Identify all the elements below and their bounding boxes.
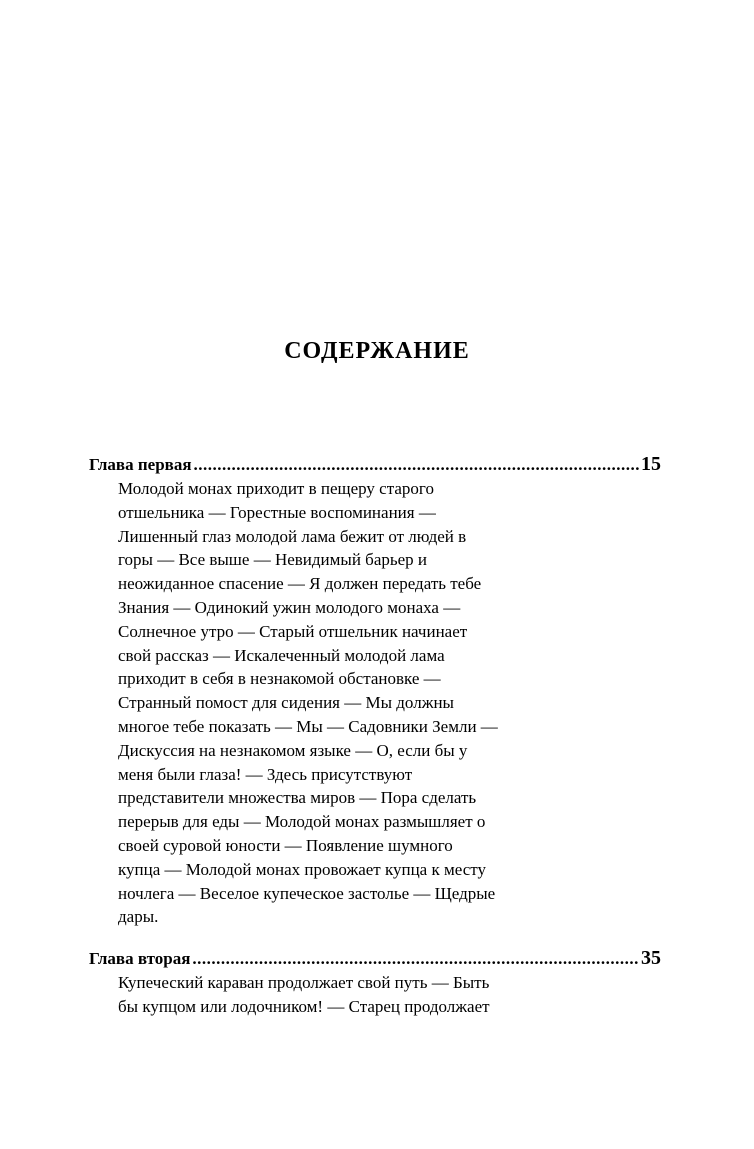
summary-line: дары. [118, 907, 159, 927]
toc-heading [89, 452, 661, 477]
summary-line: отшельника — Горестные воспоминания — [118, 502, 436, 522]
chapter-title: Глава первая [89, 455, 192, 474]
toc-heading [89, 946, 661, 971]
page-title: СОДЕРЖАНИЕ [284, 338, 470, 364]
summary-line: Солнечное утро — Старый отшельник начинает [118, 621, 468, 641]
summary-line: Странный помост для сидения — Мы должны [118, 693, 454, 713]
summary-line: меня были глаза! — Здесь присутствуют [118, 764, 413, 784]
page-number: 35 [641, 947, 661, 969]
summary-line: Знания — Одинокий ужин молодого монаха — [118, 597, 461, 617]
summary-line: Молодой монах приходит в пещеру старого [118, 479, 434, 498]
toc-entry-chapter-2 [89, 946, 661, 1019]
chapter-summary [118, 971, 558, 1019]
summary-line: приходит в себя в незнакомой обстановке — [118, 669, 441, 689]
toc-entry-chapter-1 [89, 452, 661, 929]
summary-line: Купеческий караван продолжает свой путь — Быть [118, 973, 490, 992]
summary-line: купца — Молодой монах провожает купца к месту [118, 859, 486, 879]
dot-leader [192, 947, 639, 971]
summary-line: своей суровой юности — Появление шумного [118, 835, 453, 855]
summary-line: неожиданное спасение — Я должен передать тебе [118, 574, 482, 594]
chapter-summary [118, 477, 558, 929]
summary-line: бы купцом или лодочником! — Старец продолжает [118, 996, 490, 1016]
summary-line: ночлега — Веселое купеческое застолье — Щедрые [118, 883, 496, 903]
chapter-title: Глава вторая [89, 949, 191, 968]
summary-line: многое тебе показать — Мы — Садовники Земли — [118, 716, 498, 736]
summary-line: перерыв для еды — Молодой монах размышляет о [118, 812, 486, 832]
summary-line: Лишенный глаз молодой лама бежит от людей в [118, 526, 467, 546]
page-number: 15 [641, 453, 661, 475]
dot-leader [194, 453, 639, 477]
summary-line: свой рассказ — Искалеченный молодой лама [118, 645, 445, 665]
summary-line: Дискуссия на незнакомом языке — О, если бы у [118, 740, 468, 760]
summary-line: горы — Все выше — Невидимый барьер и [118, 550, 428, 570]
summary-line: представители множества миров — Пора сделать [118, 788, 477, 808]
